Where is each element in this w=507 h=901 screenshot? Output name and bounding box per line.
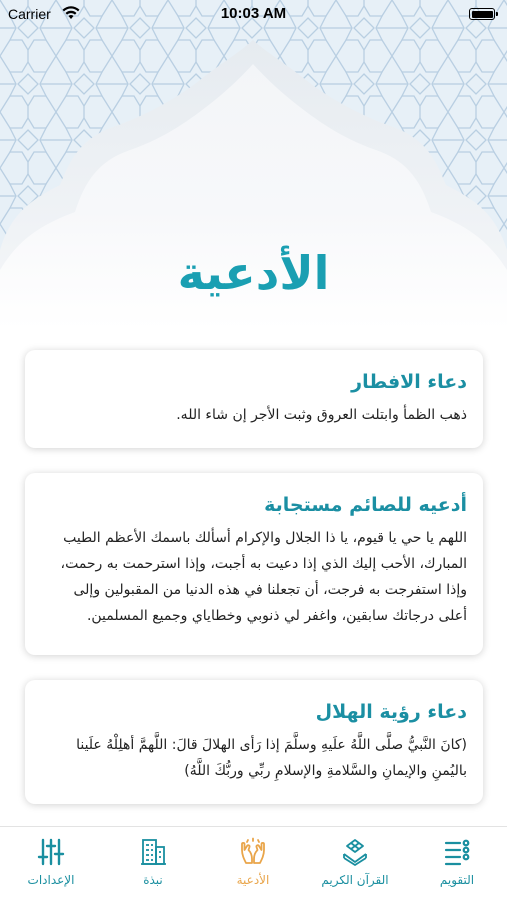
sliders-icon [36,837,66,867]
dua-card[interactable] [25,350,483,448]
battery-icon [469,8,495,20]
header-banner [0,0,507,330]
dua-card-title: أدعيه للصائم مستجابة [264,494,467,516]
tab-label: نبذة [143,873,163,887]
status-time: 10:03 AM [220,5,287,22]
tab-label: الأدعية [236,873,270,887]
dua-card-text: ذهب الظمأ وابتلت العروق وثبت الأجر إن شاء الله. [176,407,467,423]
list-icon [442,837,472,867]
praying-hands-icon [238,837,268,867]
tab-bar [0,826,507,901]
page-title: الأدعية [177,246,330,300]
tab-duas[interactable] [203,837,303,887]
dua-card[interactable] [25,473,483,655]
dua-card-title: دعاء الافطار [351,371,467,393]
building-icon [138,837,168,867]
tab-calendar[interactable] [407,837,507,887]
dua-card-text: اللهم يا حي يا قيوم، يا ذا الجلال والإكرام أسألك باسمك الأعظم الطيب المبارك، الأحب إليك الذي إذا دعيت به أجبت، وإذا استرحمت به رحمت، وإذا استفرجت به فرجت، أن تجعلنا في هذه الدنيا من المقبولين وإلى أعلى درجاتك سابقين، واغفر لي ذنوبي وخطاياي وجميع المسلمين. [60,530,467,624]
tab-about[interactable] [103,837,203,887]
tab-settings[interactable] [1,837,101,887]
carrier-label: Carrier [8,6,51,22]
quran-icon [340,837,370,867]
dua-card[interactable] [25,680,483,804]
tab-quran[interactable] [305,837,405,887]
tab-label: التقويم [439,873,475,887]
dua-card-text: (كانَ النَّبيُّ صلَّى اللَّهُ علَيهِ وسلَّمَ إذا رَأى الهلالَ قالَ: اللَّهمَّ أهلِلْهُ علَينا باليُمنِ والإيمانِ والسَّلامةِ والإسلامِ ربِّي وربُّكَ اللَّهُ) [76,737,467,779]
tab-label: الإعدادات [27,873,75,887]
tab-label: القرآن الكريم [321,873,389,887]
dua-card-title: دعاء رؤية الهلال [315,701,467,723]
status-bar [0,0,507,30]
